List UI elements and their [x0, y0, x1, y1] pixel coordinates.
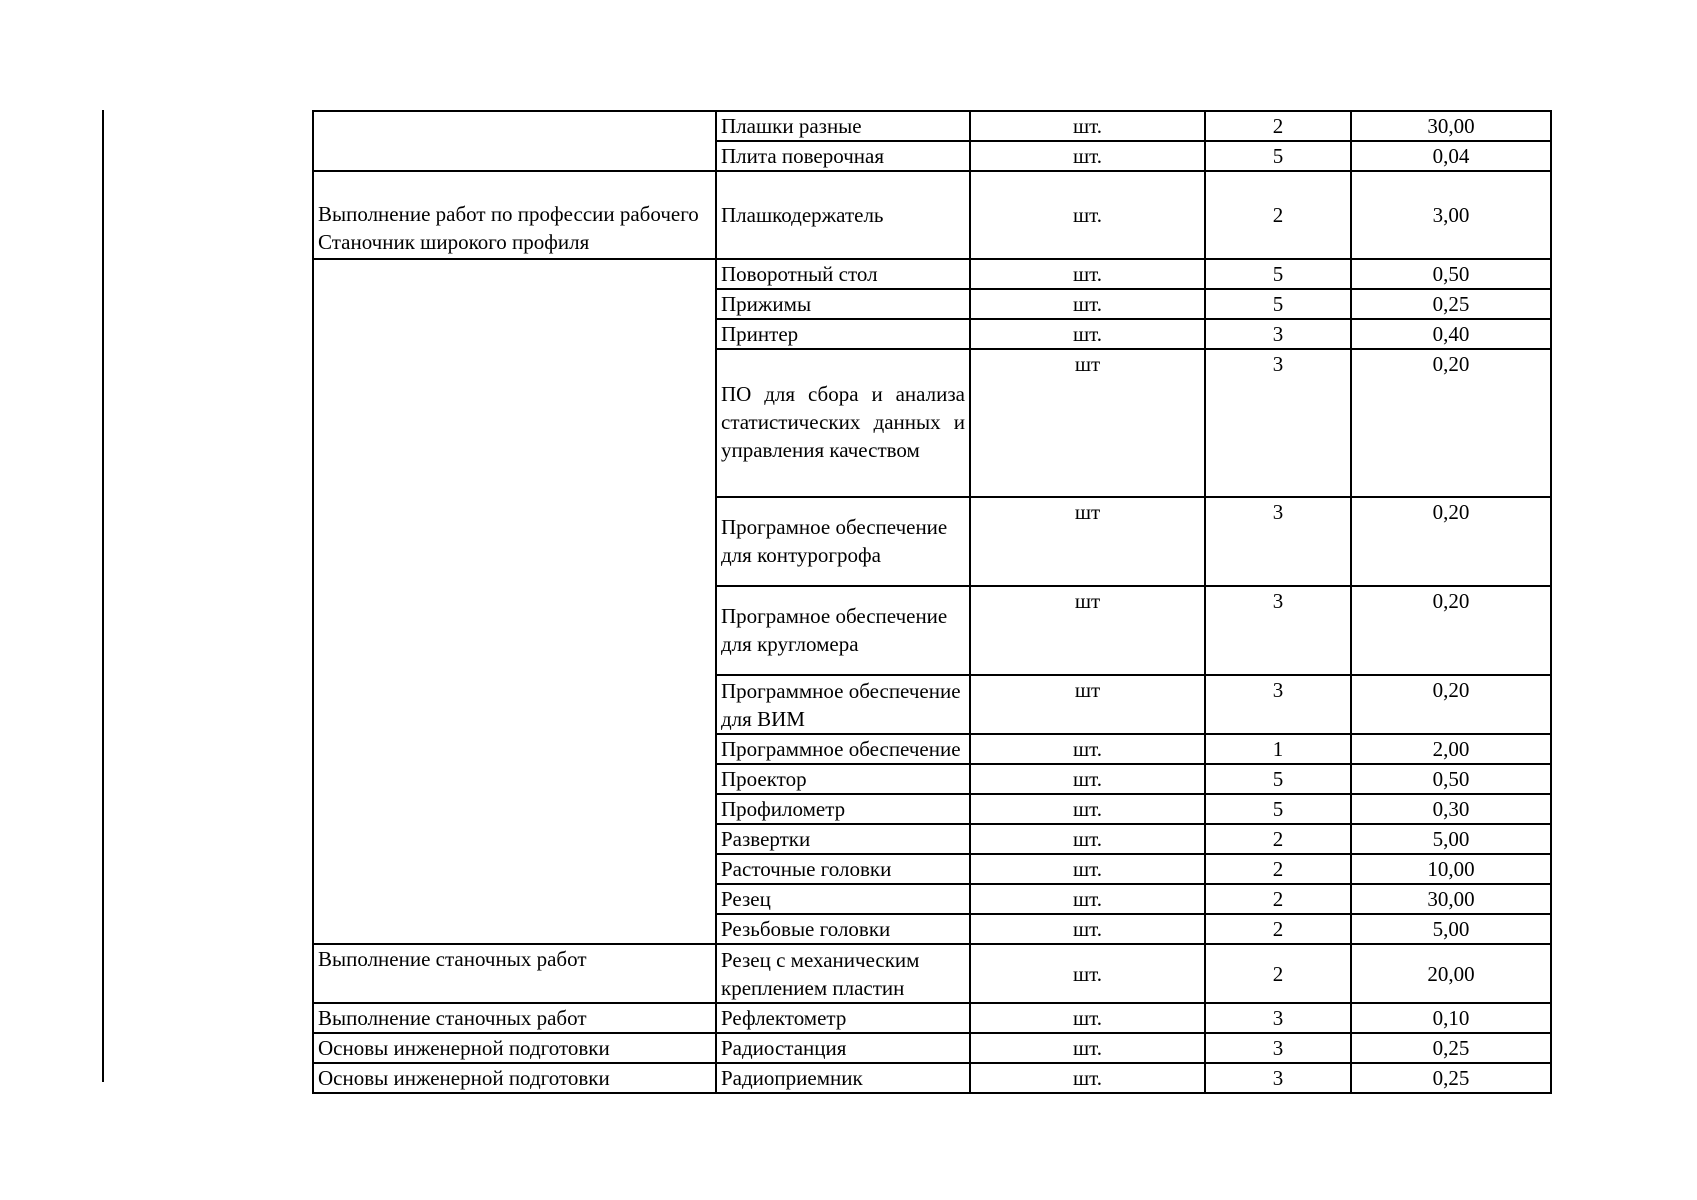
value-cell: 0,20 [1351, 497, 1551, 586]
unit-cell: шт. [970, 884, 1205, 914]
item-cell: Радиоприемник [716, 1063, 970, 1093]
unit-cell: шт [970, 675, 1205, 734]
table-row [313, 944, 1551, 1003]
value-cell: 2,00 [1351, 734, 1551, 764]
value-cell: 0,40 [1351, 319, 1551, 349]
qty-cell: 5 [1205, 259, 1351, 289]
item-cell: Резьбовые головки [716, 914, 970, 944]
activity-cell-empty [313, 111, 716, 171]
item-cell: Расточные головки [716, 854, 970, 884]
value-cell: 0,20 [1351, 675, 1551, 734]
activity-cell-empty [313, 259, 716, 944]
value-cell: 10,00 [1351, 854, 1551, 884]
qty-cell: 3 [1205, 1003, 1351, 1033]
table-row [313, 259, 1551, 289]
qty-cell: 2 [1205, 914, 1351, 944]
unit-cell: шт. [970, 824, 1205, 854]
value-cell: 0,25 [1351, 1033, 1551, 1063]
qty-cell: 3 [1205, 586, 1351, 675]
value-cell: 0,20 [1351, 586, 1551, 675]
item-cell: Программное обеспечение [716, 734, 970, 764]
qty-cell: 3 [1205, 497, 1351, 586]
value-cell: 0,25 [1351, 1063, 1551, 1093]
left-margin-rule [102, 110, 104, 1082]
value-cell: 20,00 [1351, 944, 1551, 1003]
qty-cell: 5 [1205, 764, 1351, 794]
table-row [313, 111, 1551, 141]
value-cell: 5,00 [1351, 914, 1551, 944]
unit-cell: шт. [970, 944, 1205, 1003]
table-row [313, 1003, 1551, 1033]
unit-cell: шт [970, 349, 1205, 497]
item-cell: Принтер [716, 319, 970, 349]
unit-cell: шт. [970, 794, 1205, 824]
activity-cell: Выполнение станочных работ [313, 944, 716, 1003]
unit-cell: шт [970, 586, 1205, 675]
table-row [313, 1063, 1551, 1093]
item-cell: Резец с механическим креплением пластин [716, 944, 970, 1003]
unit-cell: шт. [970, 734, 1205, 764]
value-cell: 30,00 [1351, 884, 1551, 914]
item-cell: Плашки разные [716, 111, 970, 141]
qty-cell: 5 [1205, 289, 1351, 319]
unit-cell: шт. [970, 764, 1205, 794]
unit-cell: шт. [970, 319, 1205, 349]
item-cell: Резец [716, 884, 970, 914]
value-cell: 0,20 [1351, 349, 1551, 497]
value-cell: 0,10 [1351, 1003, 1551, 1033]
unit-cell: шт. [970, 854, 1205, 884]
unit-cell: шт. [970, 289, 1205, 319]
unit-cell: шт. [970, 141, 1205, 171]
value-cell: 0,25 [1351, 289, 1551, 319]
qty-cell: 5 [1205, 141, 1351, 171]
value-cell: 5,00 [1351, 824, 1551, 854]
table-row [313, 171, 1551, 259]
unit-cell: шт. [970, 1033, 1205, 1063]
qty-cell: 3 [1205, 1063, 1351, 1093]
item-cell: Проектор [716, 764, 970, 794]
item-cell: Рефлектометр [716, 1003, 970, 1033]
value-cell: 0,50 [1351, 259, 1551, 289]
value-cell: 0,30 [1351, 794, 1551, 824]
value-cell: 0,04 [1351, 141, 1551, 171]
item-cell: Плашкодержатель [716, 171, 970, 259]
activity-cell: Основы инженерной подготовки [313, 1033, 716, 1063]
unit-cell: шт. [970, 259, 1205, 289]
item-cell: Развертки [716, 824, 970, 854]
activity-cell: Основы инженерной подготовки [313, 1063, 716, 1093]
item-cell: Плита поверочная [716, 141, 970, 171]
activity-cell: Выполнение работ по профессии рабочего Станочник широкого профиля [313, 171, 716, 259]
qty-cell: 2 [1205, 171, 1351, 259]
item-cell: Программное обеспечение для ВИМ [716, 675, 970, 734]
unit-cell: шт. [970, 914, 1205, 944]
qty-cell: 2 [1205, 944, 1351, 1003]
qty-cell: 3 [1205, 1033, 1351, 1063]
value-cell: 0,50 [1351, 764, 1551, 794]
item-cell: Профилометр [716, 794, 970, 824]
item-cell: Поворотный стол [716, 259, 970, 289]
qty-cell: 2 [1205, 854, 1351, 884]
unit-cell: шт. [970, 1063, 1205, 1093]
value-cell: 30,00 [1351, 111, 1551, 141]
qty-cell: 2 [1205, 884, 1351, 914]
unit-cell: шт. [970, 1003, 1205, 1033]
qty-cell: 2 [1205, 111, 1351, 141]
unit-cell: шт. [970, 111, 1205, 141]
qty-cell: 2 [1205, 824, 1351, 854]
item-cell: ПО для сбора и анализа статистических данных и управления качеством [716, 349, 970, 497]
equipment-table [312, 110, 1552, 1094]
item-cell: Програмное обеспечение для контурогрофа [716, 497, 970, 586]
qty-cell: 3 [1205, 675, 1351, 734]
item-cell: Програмное обеспечение для кругломера [716, 586, 970, 675]
qty-cell: 3 [1205, 349, 1351, 497]
item-cell: Радиостанция [716, 1033, 970, 1063]
table-row [313, 1033, 1551, 1063]
qty-cell: 5 [1205, 794, 1351, 824]
value-cell: 3,00 [1351, 171, 1551, 259]
qty-cell: 1 [1205, 734, 1351, 764]
unit-cell: шт. [970, 171, 1205, 259]
unit-cell: шт [970, 497, 1205, 586]
activity-cell: Выполнение станочных работ [313, 1003, 716, 1033]
item-cell: Прижимы [716, 289, 970, 319]
qty-cell: 3 [1205, 319, 1351, 349]
